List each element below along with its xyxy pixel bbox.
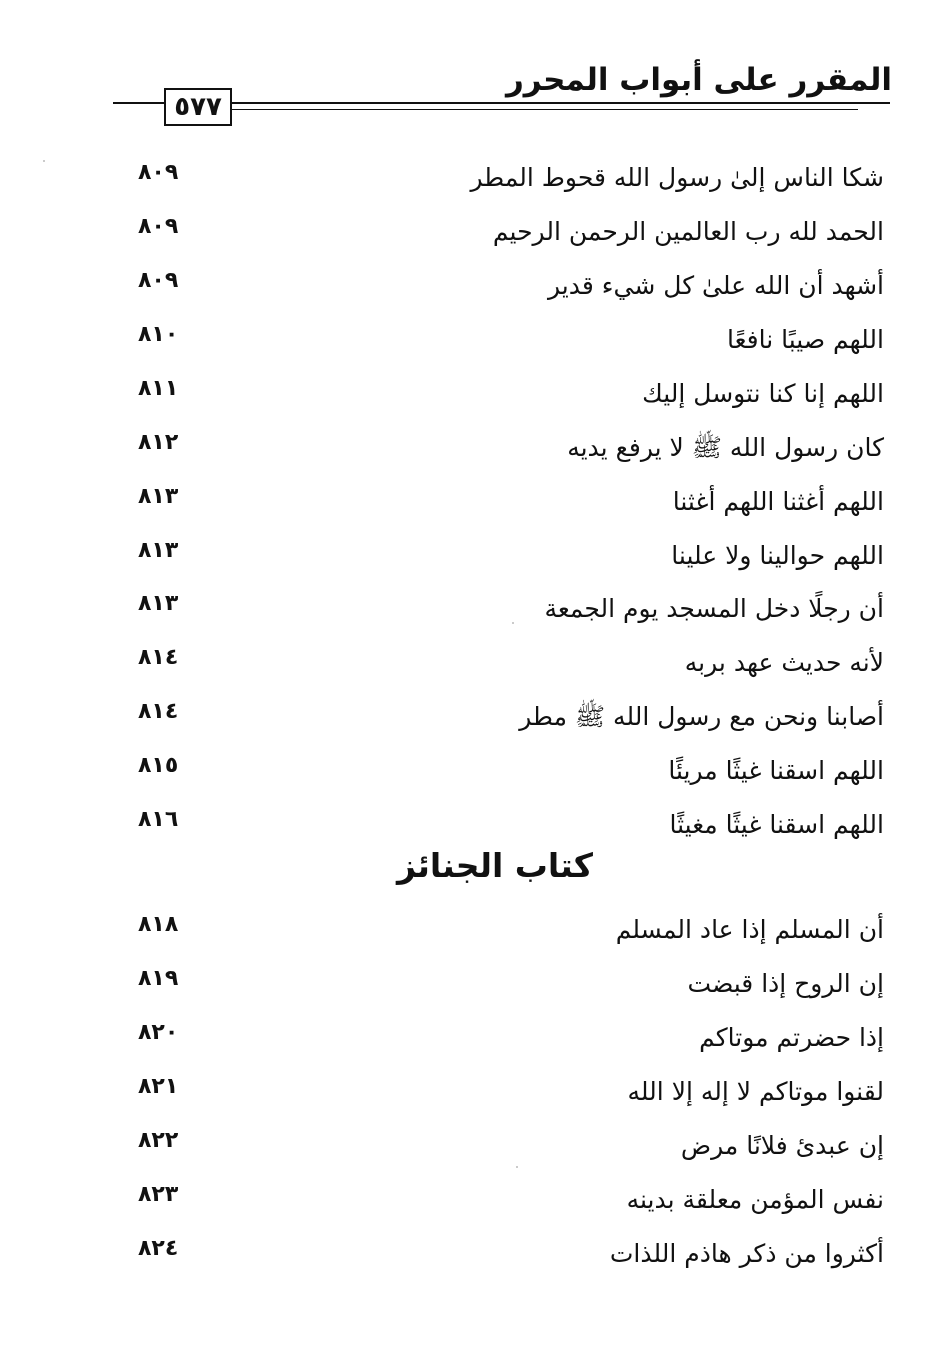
running-title: المقرر على أبواب المحرر — [505, 62, 892, 98]
entry-page-number: ٨١٠ — [138, 322, 179, 347]
entry-text: أصابنا ونحن مع رسول الله ﷺ مطر — [519, 702, 884, 731]
scan-speck — [43, 160, 45, 162]
entry-text: اللهم أغثنا اللهم أغثنا — [672, 487, 884, 516]
index-entry — [130, 1072, 884, 1112]
index-entry — [130, 643, 884, 683]
entry-page-number: ٨١٤ — [138, 699, 179, 724]
entry-page-number: ٨١٢ — [138, 430, 179, 455]
entry-text: اللهم حوالينا ولا علينا — [671, 541, 884, 570]
entry-page-number: ٨١٣ — [138, 591, 179, 616]
entry-text: أشهد أن الله علىٰ كل شيء قدير — [548, 271, 884, 300]
entry-text: لأنه حديث عهد بربه — [684, 648, 884, 677]
entry-text: كان رسول الله ﷺ لا يرفع يديه — [567, 433, 884, 462]
index-entry — [130, 158, 884, 198]
index-entry — [130, 751, 884, 791]
entry-page-number: ٨٢٣ — [138, 1182, 179, 1207]
entry-text: أن رجلًا دخل المسجد يوم الجمعة — [544, 594, 884, 623]
index-entry — [130, 266, 884, 306]
entry-page-number: ٨١٦ — [138, 807, 179, 832]
entry-text: إن عبدئ فلانًا مرض — [680, 1131, 884, 1160]
entry-text: اللهم صيبًا نافعًا — [726, 325, 884, 354]
entry-page-number: ٨٢٤ — [138, 1236, 179, 1261]
header-rule-thin — [228, 109, 858, 110]
entry-text: اللهم اسقنا غيثًا مغيثًا — [669, 810, 884, 839]
entry-page-number: ٨١٤ — [138, 645, 179, 670]
entry-text: أكثروا من ذكر هاذم اللذات — [609, 1239, 884, 1268]
index-entry — [130, 1018, 884, 1058]
index-entry — [130, 428, 884, 468]
index-entry — [130, 910, 884, 950]
entry-text: إن الروح إذا قبضت — [687, 969, 884, 998]
index-entry — [130, 374, 884, 414]
entry-page-number: ٨٢٠ — [138, 1020, 179, 1045]
entry-text: إذا حضرتم موتاكم — [699, 1023, 884, 1052]
index-entry — [130, 1126, 884, 1166]
entry-page-number: ٨١٣ — [138, 538, 179, 563]
index-entry — [130, 1180, 884, 1220]
entry-text: اللهم إنا كنا نتوسل إليك — [642, 379, 884, 408]
page-number: ٥٧٧ — [164, 88, 232, 126]
section-heading-text: كتاب الجنائز — [397, 846, 593, 885]
entry-text: شكا الناس إلىٰ رسول الله قحوط المطر — [470, 163, 884, 192]
entry-text: لقنوا موتاكم لا إله إلا الله — [627, 1077, 884, 1106]
entry-page-number: ٨٢١ — [138, 1074, 179, 1099]
entry-page-number: ٨١٣ — [138, 484, 179, 509]
scan-speck — [516, 1166, 518, 1168]
entry-text: اللهم اسقنا غيثًا مريئًا — [668, 756, 884, 785]
index-entry — [130, 320, 884, 360]
section-heading — [0, 846, 938, 885]
entry-page-number: ٨٠٩ — [138, 160, 179, 185]
index-entry — [130, 482, 884, 522]
index-entry — [130, 589, 884, 629]
entry-page-number: ٨١٥ — [138, 753, 179, 778]
entry-text: نفس المؤمن معلقة بدينه — [626, 1185, 884, 1214]
scan-speck — [512, 622, 514, 624]
index-entry — [130, 536, 884, 576]
index-entry — [130, 697, 884, 737]
entry-page-number: ٨٠٩ — [138, 268, 179, 293]
entry-text: أن المسلم إذا عاد المسلم — [615, 915, 884, 944]
entry-page-number: ٨١٨ — [138, 912, 179, 937]
entry-page-number: ٨٢٢ — [138, 1128, 179, 1153]
entry-text: الحمد لله رب العالمين الرحمن الرحيم — [492, 217, 884, 246]
index-entry — [130, 964, 884, 1004]
index-entry — [130, 212, 884, 252]
index-entry — [130, 805, 884, 845]
entry-page-number: ٨١١ — [138, 376, 179, 401]
entry-page-number: ٨١٩ — [138, 966, 179, 991]
entry-page-number: ٨٠٩ — [138, 214, 179, 239]
index-entry — [130, 1234, 884, 1274]
